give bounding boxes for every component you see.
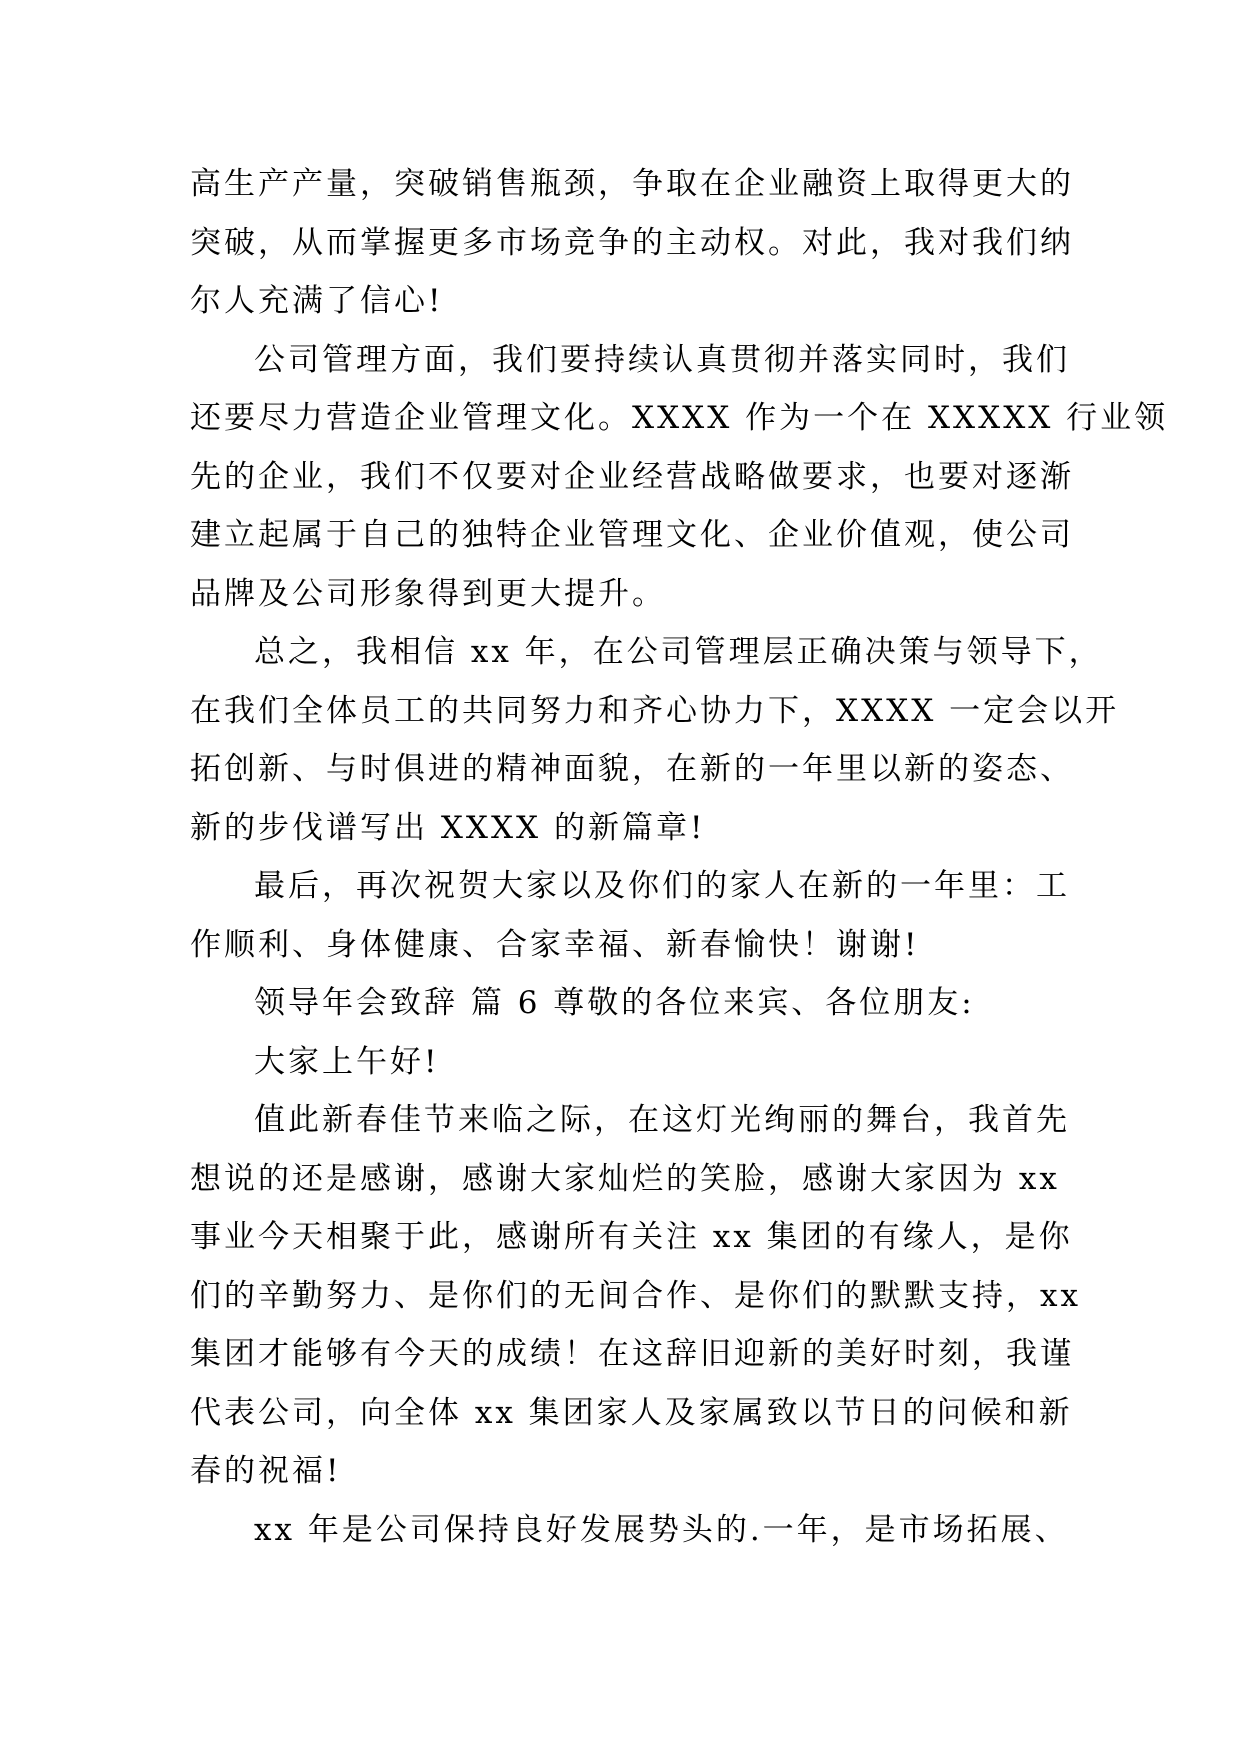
text-line: 新的步伐谱写出 XXXX 的新篇章! <box>190 809 706 846</box>
text-line: 们的辛勤努力、是你们的无间合作、是你们的默默支持，xx <box>190 1277 1081 1314</box>
text-line: 建立起属于自己的独特企业管理文化、企业价值观，使公司 <box>190 517 1074 553</box>
text-line: 代表公司，向全体 xx 集团家人及家属致以节日的问候和新 <box>190 1394 1073 1431</box>
text-line: 集团才能够有今天的成绩！在这辞旧迎新的美好时刻，我谨 <box>190 1336 1074 1372</box>
text-line: 事业今天相聚于此，感谢所有关注 xx 集团的有缘人，是你 <box>190 1219 1073 1255</box>
body-text <box>190 155 1169 1559</box>
text-line: 还要尽力营造企业管理文化。XXXX 作为一个在 XXXXX 行业领 <box>190 400 1169 436</box>
text-line: 想说的还是感谢，感谢大家灿烂的笑脸，感谢大家因为 xx <box>190 1160 1060 1197</box>
paragraph-start-line: 值此新春佳节来临之际，在这灯光绚丽的舞台，我首先 <box>254 1102 1070 1138</box>
section-heading-line: 领导年会致辞 篇 6 尊敬的各位来宾、各位朋友: <box>254 985 975 1021</box>
paragraph-start-line: 最后，再次祝贺大家以及你们的家人在新的一年里：工 <box>254 868 1070 904</box>
paragraph-start-line: 总之，我相信 xx 年，在公司管理层正确决策与领导下， <box>254 634 1103 670</box>
text-line: 在我们全体员工的共同努力和齐心协力下，XXXX 一定会以开 <box>190 692 1120 729</box>
text-line: 高生产产量，突破销售瓶颈，争取在企业融资上取得更大的 <box>190 166 1074 202</box>
text-line: 作顺利、身体健康、合家幸福、新春愉快！谢谢! <box>190 926 920 963</box>
paragraph-start-line: 公司管理方面，我们要持续认真贯彻并落实同时，我们 <box>254 341 1070 378</box>
greeting-line: 大家上午好! <box>254 1043 440 1080</box>
text-line: 拓创新、与时俱进的精神面貌，在新的一年里以新的姿态、 <box>190 751 1074 787</box>
paragraph-start-line: xx 年是公司保持良好发展势头的.一年，是市场拓展、 <box>254 1511 1069 1548</box>
text-line: 先的企业，我们不仅要对企业经营战略做要求，也要对逐渐 <box>190 458 1074 495</box>
text-line: 品牌及公司形象得到更大提升。 <box>190 575 666 612</box>
text-line: 春的祝福! <box>190 1453 342 1489</box>
text-line: 尔人充满了信心! <box>190 283 444 319</box>
text-line: 突破，从而掌握更多市场竞争的主动权。对此，我对我们纳 <box>190 224 1074 261</box>
